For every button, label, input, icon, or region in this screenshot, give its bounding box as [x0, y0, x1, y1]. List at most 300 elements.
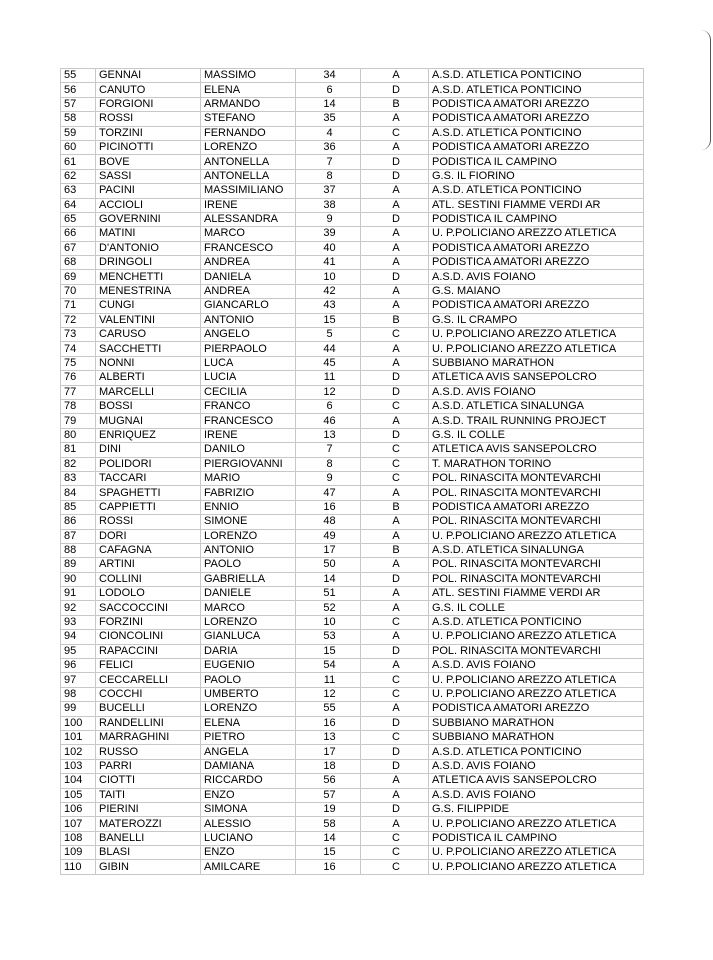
- first-name-cell: PIETRO: [201, 730, 296, 744]
- category-cell: A: [361, 659, 429, 673]
- club-cell: POL. RINASCITA MONTEVARCHI: [429, 471, 644, 485]
- category-cell: B: [361, 97, 429, 111]
- row-number-cell: 67: [61, 241, 96, 255]
- surname-cell: FORGIONI: [96, 97, 201, 111]
- club-cell: A.S.D. ATLETICA PONTICINO: [429, 69, 644, 83]
- surname-cell: ARTINI: [96, 558, 201, 572]
- table-row: [61, 385, 644, 399]
- table-row: [61, 83, 644, 97]
- row-number-cell: 65: [61, 212, 96, 226]
- category-cell: A: [361, 817, 429, 831]
- club-cell: A.S.D. ATLETICA PONTICINO: [429, 745, 644, 759]
- club-cell: PODISTICA IL CAMPINO: [429, 155, 644, 169]
- club-cell: G.S. IL FIORINO: [429, 169, 644, 183]
- category-position-cell: 12: [296, 385, 361, 399]
- club-cell: A.S.D. ATLETICA PONTICINO: [429, 615, 644, 629]
- first-name-cell: AMILCARE: [201, 860, 296, 874]
- category-cell: B: [361, 500, 429, 514]
- first-name-cell: ANTONELLA: [201, 155, 296, 169]
- club-cell: U. P.POLICIANO AREZZO ATLETICA: [429, 227, 644, 241]
- first-name-cell: DARIA: [201, 644, 296, 658]
- surname-cell: BOVE: [96, 155, 201, 169]
- surname-cell: GIBIN: [96, 860, 201, 874]
- category-cell: A: [361, 256, 429, 270]
- category-cell: A: [361, 299, 429, 313]
- table-row: [61, 97, 644, 111]
- first-name-cell: ANDREA: [201, 256, 296, 270]
- category-cell: D: [361, 572, 429, 586]
- category-cell: C: [361, 673, 429, 687]
- surname-cell: POLIDORI: [96, 457, 201, 471]
- surname-cell: PACINI: [96, 184, 201, 198]
- first-name-cell: LORENZO: [201, 615, 296, 629]
- row-number-cell: 86: [61, 515, 96, 529]
- surname-cell: COCCHI: [96, 687, 201, 701]
- category-position-cell: 5: [296, 328, 361, 342]
- category-position-cell: 14: [296, 831, 361, 845]
- table-row: [61, 615, 644, 629]
- category-cell: C: [361, 730, 429, 744]
- category-cell: C: [361, 615, 429, 629]
- category-position-cell: 12: [296, 687, 361, 701]
- first-name-cell: STEFANO: [201, 112, 296, 126]
- category-position-cell: 45: [296, 356, 361, 370]
- category-cell: D: [361, 155, 429, 169]
- first-name-cell: ALESSANDRA: [201, 212, 296, 226]
- first-name-cell: SIMONA: [201, 802, 296, 816]
- category-position-cell: 49: [296, 529, 361, 543]
- category-cell: D: [361, 644, 429, 658]
- first-name-cell: IRENE: [201, 428, 296, 442]
- club-cell: SUBBIANO MARATHON: [429, 356, 644, 370]
- first-name-cell: ANTONIO: [201, 313, 296, 327]
- club-cell: A.S.D. ATLETICA PONTICINO: [429, 83, 644, 97]
- table-row: [61, 140, 644, 154]
- category-position-cell: 53: [296, 630, 361, 644]
- row-number-cell: 88: [61, 543, 96, 557]
- category-position-cell: 47: [296, 486, 361, 500]
- first-name-cell: ANTONIO: [201, 543, 296, 557]
- category-position-cell: 15: [296, 644, 361, 658]
- table-row: [61, 587, 644, 601]
- row-number-cell: 95: [61, 644, 96, 658]
- club-cell: U. P.POLICIANO AREZZO ATLETICA: [429, 687, 644, 701]
- club-cell: U. P.POLICIANO AREZZO ATLETICA: [429, 673, 644, 687]
- surname-cell: ROSSI: [96, 112, 201, 126]
- surname-cell: PICINOTTI: [96, 140, 201, 154]
- club-cell: U. P.POLICIANO AREZZO ATLETICA: [429, 817, 644, 831]
- category-cell: C: [361, 328, 429, 342]
- table-row: [61, 601, 644, 615]
- row-number-cell: 55: [61, 69, 96, 83]
- surname-cell: MATEROZZI: [96, 817, 201, 831]
- club-cell: T. MARATHON TORINO: [429, 457, 644, 471]
- table-row: [61, 112, 644, 126]
- first-name-cell: ELENA: [201, 83, 296, 97]
- table-row: [61, 356, 644, 370]
- surname-cell: RUSSO: [96, 745, 201, 759]
- category-cell: A: [361, 184, 429, 198]
- club-cell: G.S. IL COLLE: [429, 601, 644, 615]
- surname-cell: CUNGI: [96, 299, 201, 313]
- row-number-cell: 76: [61, 371, 96, 385]
- category-position-cell: 57: [296, 788, 361, 802]
- row-number-cell: 62: [61, 169, 96, 183]
- table-row: [61, 831, 644, 845]
- category-cell: D: [361, 212, 429, 226]
- category-cell: C: [361, 457, 429, 471]
- surname-cell: DRINGOLI: [96, 256, 201, 270]
- surname-cell: NONNI: [96, 356, 201, 370]
- category-position-cell: 6: [296, 83, 361, 97]
- row-number-cell: 69: [61, 270, 96, 284]
- first-name-cell: MARCO: [201, 227, 296, 241]
- category-position-cell: 14: [296, 572, 361, 586]
- surname-cell: DORI: [96, 529, 201, 543]
- category-cell: C: [361, 443, 429, 457]
- row-number-cell: 87: [61, 529, 96, 543]
- club-cell: U. P.POLICIANO AREZZO ATLETICA: [429, 529, 644, 543]
- category-cell: C: [361, 860, 429, 874]
- surname-cell: D'ANTONIO: [96, 241, 201, 255]
- first-name-cell: ELENA: [201, 716, 296, 730]
- first-name-cell: LORENZO: [201, 702, 296, 716]
- table-row: [61, 716, 644, 730]
- category-position-cell: 13: [296, 428, 361, 442]
- first-name-cell: EUGENIO: [201, 659, 296, 673]
- table-row: [61, 659, 644, 673]
- surname-cell: MENCHETTI: [96, 270, 201, 284]
- category-cell: A: [361, 601, 429, 615]
- club-cell: U. P.POLICIANO AREZZO ATLETICA: [429, 342, 644, 356]
- category-cell: A: [361, 342, 429, 356]
- category-position-cell: 58: [296, 817, 361, 831]
- category-cell: D: [361, 270, 429, 284]
- club-cell: ATLETICA AVIS SANSEPOLCRO: [429, 443, 644, 457]
- club-cell: POL. RINASCITA MONTEVARCHI: [429, 486, 644, 500]
- category-cell: A: [361, 140, 429, 154]
- row-number-cell: 82: [61, 457, 96, 471]
- category-position-cell: 55: [296, 702, 361, 716]
- row-number-cell: 71: [61, 299, 96, 313]
- category-cell: D: [361, 745, 429, 759]
- page-curl-edge: [700, 30, 711, 150]
- surname-cell: VALENTINI: [96, 313, 201, 327]
- category-cell: A: [361, 69, 429, 83]
- first-name-cell: CECILIA: [201, 385, 296, 399]
- first-name-cell: GABRIELLA: [201, 572, 296, 586]
- surname-cell: SASSI: [96, 169, 201, 183]
- table-row: [61, 702, 644, 716]
- surname-cell: MARRAGHINI: [96, 730, 201, 744]
- first-name-cell: SIMONE: [201, 515, 296, 529]
- surname-cell: ALBERTI: [96, 371, 201, 385]
- club-cell: A.S.D. AVIS FOIANO: [429, 270, 644, 284]
- category-position-cell: 39: [296, 227, 361, 241]
- category-cell: B: [361, 313, 429, 327]
- first-name-cell: ARMANDO: [201, 97, 296, 111]
- category-position-cell: 35: [296, 112, 361, 126]
- row-number-cell: 105: [61, 788, 96, 802]
- surname-cell: CIOTTI: [96, 774, 201, 788]
- table-row: [61, 745, 644, 759]
- row-number-cell: 66: [61, 227, 96, 241]
- category-cell: A: [361, 284, 429, 298]
- first-name-cell: GIANLUCA: [201, 630, 296, 644]
- surname-cell: FELICI: [96, 659, 201, 673]
- table-row: [61, 299, 644, 313]
- category-position-cell: 40: [296, 241, 361, 255]
- surname-cell: SPAGHETTI: [96, 486, 201, 500]
- club-cell: A.S.D. ATLETICA PONTICINO: [429, 184, 644, 198]
- category-cell: C: [361, 687, 429, 701]
- row-number-cell: 100: [61, 716, 96, 730]
- surname-cell: LODOLO: [96, 587, 201, 601]
- category-cell: D: [361, 385, 429, 399]
- first-name-cell: ANDREA: [201, 284, 296, 298]
- table-row: [61, 788, 644, 802]
- surname-cell: ROSSI: [96, 515, 201, 529]
- surname-cell: CECCARELLI: [96, 673, 201, 687]
- surname-cell: CIONCOLINI: [96, 630, 201, 644]
- row-number-cell: 75: [61, 356, 96, 370]
- club-cell: U. P.POLICIANO AREZZO ATLETICA: [429, 846, 644, 860]
- row-number-cell: 101: [61, 730, 96, 744]
- table-row: [61, 774, 644, 788]
- first-name-cell: MARCO: [201, 601, 296, 615]
- club-cell: A.S.D. AVIS FOIANO: [429, 385, 644, 399]
- first-name-cell: DANILO: [201, 443, 296, 457]
- table-row: [61, 284, 644, 298]
- row-number-cell: 91: [61, 587, 96, 601]
- first-name-cell: RICCARDO: [201, 774, 296, 788]
- club-cell: ATL. SESTINI FIAMME VERDI AR: [429, 198, 644, 212]
- row-number-cell: 90: [61, 572, 96, 586]
- row-number-cell: 97: [61, 673, 96, 687]
- club-cell: A.S.D. AVIS FOIANO: [429, 659, 644, 673]
- first-name-cell: IRENE: [201, 198, 296, 212]
- category-cell: A: [361, 356, 429, 370]
- first-name-cell: LUCIA: [201, 371, 296, 385]
- surname-cell: PARRI: [96, 759, 201, 773]
- surname-cell: MUGNAI: [96, 414, 201, 428]
- club-cell: PODISTICA AMATORI AREZZO: [429, 702, 644, 716]
- club-cell: POL. RINASCITA MONTEVARCHI: [429, 515, 644, 529]
- table-row: [61, 69, 644, 83]
- surname-cell: BLASI: [96, 846, 201, 860]
- club-cell: SUBBIANO MARATHON: [429, 730, 644, 744]
- row-number-cell: 64: [61, 198, 96, 212]
- category-cell: D: [361, 716, 429, 730]
- row-number-cell: 108: [61, 831, 96, 845]
- category-cell: D: [361, 83, 429, 97]
- table-row: [61, 270, 644, 284]
- first-name-cell: MASSIMO: [201, 69, 296, 83]
- table-row: [61, 543, 644, 557]
- row-number-cell: 60: [61, 140, 96, 154]
- club-cell: G.S. FILIPPIDE: [429, 802, 644, 816]
- category-cell: D: [361, 169, 429, 183]
- category-cell: A: [361, 529, 429, 543]
- category-cell: C: [361, 471, 429, 485]
- row-number-cell: 104: [61, 774, 96, 788]
- club-cell: POL. RINASCITA MONTEVARCHI: [429, 558, 644, 572]
- category-position-cell: 6: [296, 399, 361, 413]
- category-position-cell: 11: [296, 673, 361, 687]
- first-name-cell: MASSIMILIANO: [201, 184, 296, 198]
- surname-cell: SACCHETTI: [96, 342, 201, 356]
- first-name-cell: DAMIANA: [201, 759, 296, 773]
- results-table: [60, 68, 644, 875]
- club-cell: G.S. IL CRAMPO: [429, 313, 644, 327]
- category-cell: D: [361, 371, 429, 385]
- first-name-cell: UMBERTO: [201, 687, 296, 701]
- surname-cell: GENNAI: [96, 69, 201, 83]
- category-position-cell: 19: [296, 802, 361, 816]
- category-position-cell: 17: [296, 745, 361, 759]
- table-row: [61, 846, 644, 860]
- category-position-cell: 8: [296, 169, 361, 183]
- surname-cell: BUCELLI: [96, 702, 201, 716]
- category-cell: A: [361, 198, 429, 212]
- row-number-cell: 102: [61, 745, 96, 759]
- surname-cell: PIERINI: [96, 802, 201, 816]
- surname-cell: SACCOCCINI: [96, 601, 201, 615]
- row-number-cell: 84: [61, 486, 96, 500]
- club-cell: U. P.POLICIANO AREZZO ATLETICA: [429, 860, 644, 874]
- table-row: [61, 212, 644, 226]
- club-cell: G.S. IL COLLE: [429, 428, 644, 442]
- first-name-cell: FABRIZIO: [201, 486, 296, 500]
- club-cell: A.S.D. ATLETICA SINALUNGA: [429, 399, 644, 413]
- category-position-cell: 34: [296, 69, 361, 83]
- row-number-cell: 94: [61, 630, 96, 644]
- category-cell: C: [361, 831, 429, 845]
- category-position-cell: 10: [296, 270, 361, 284]
- table-row: [61, 256, 644, 270]
- club-cell: PODISTICA AMATORI AREZZO: [429, 140, 644, 154]
- category-cell: A: [361, 241, 429, 255]
- table-row: [61, 155, 644, 169]
- club-cell: A.S.D. ATLETICA PONTICINO: [429, 126, 644, 140]
- club-cell: POL. RINASCITA MONTEVARCHI: [429, 644, 644, 658]
- table-row: [61, 673, 644, 687]
- club-cell: PODISTICA AMATORI AREZZO: [429, 112, 644, 126]
- category-cell: A: [361, 414, 429, 428]
- category-cell: A: [361, 558, 429, 572]
- category-position-cell: 36: [296, 140, 361, 154]
- category-cell: A: [361, 227, 429, 241]
- club-cell: SUBBIANO MARATHON: [429, 716, 644, 730]
- category-position-cell: 54: [296, 659, 361, 673]
- surname-cell: BANELLI: [96, 831, 201, 845]
- category-cell: A: [361, 630, 429, 644]
- category-cell: A: [361, 702, 429, 716]
- table-row: [61, 414, 644, 428]
- category-cell: D: [361, 428, 429, 442]
- row-number-cell: 103: [61, 759, 96, 773]
- first-name-cell: DANIELA: [201, 270, 296, 284]
- surname-cell: TORZINI: [96, 126, 201, 140]
- first-name-cell: ANGELA: [201, 745, 296, 759]
- row-number-cell: 98: [61, 687, 96, 701]
- category-cell: C: [361, 846, 429, 860]
- category-position-cell: 4: [296, 126, 361, 140]
- first-name-cell: ALESSIO: [201, 817, 296, 831]
- club-cell: PODISTICA AMATORI AREZZO: [429, 241, 644, 255]
- first-name-cell: ENNIO: [201, 500, 296, 514]
- row-number-cell: 92: [61, 601, 96, 615]
- row-number-cell: 57: [61, 97, 96, 111]
- row-number-cell: 58: [61, 112, 96, 126]
- club-cell: ATL. SESTINI FIAMME VERDI AR: [429, 587, 644, 601]
- first-name-cell: FRANCO: [201, 399, 296, 413]
- table-row: [61, 241, 644, 255]
- first-name-cell: PIERPAOLO: [201, 342, 296, 356]
- category-position-cell: 43: [296, 299, 361, 313]
- category-position-cell: 15: [296, 313, 361, 327]
- category-position-cell: 48: [296, 515, 361, 529]
- club-cell: PODISTICA AMATORI AREZZO: [429, 256, 644, 270]
- category-position-cell: 42: [296, 284, 361, 298]
- table-row: [61, 169, 644, 183]
- row-number-cell: 78: [61, 399, 96, 413]
- table-row: [61, 428, 644, 442]
- row-number-cell: 109: [61, 846, 96, 860]
- first-name-cell: LUCA: [201, 356, 296, 370]
- row-number-cell: 106: [61, 802, 96, 816]
- first-name-cell: LORENZO: [201, 140, 296, 154]
- first-name-cell: ENZO: [201, 846, 296, 860]
- table-row: [61, 457, 644, 471]
- category-position-cell: 37: [296, 184, 361, 198]
- row-number-cell: 110: [61, 860, 96, 874]
- row-number-cell: 83: [61, 471, 96, 485]
- category-position-cell: 8: [296, 457, 361, 471]
- club-cell: A.S.D. TRAIL RUNNING PROJECT: [429, 414, 644, 428]
- club-cell: A.S.D. ATLETICA SINALUNGA: [429, 543, 644, 557]
- row-number-cell: 77: [61, 385, 96, 399]
- table-row: [61, 371, 644, 385]
- first-name-cell: FERNANDO: [201, 126, 296, 140]
- category-cell: D: [361, 802, 429, 816]
- table-row: [61, 443, 644, 457]
- category-position-cell: 11: [296, 371, 361, 385]
- club-cell: A.S.D. AVIS FOIANO: [429, 788, 644, 802]
- first-name-cell: ENZO: [201, 788, 296, 802]
- category-cell: A: [361, 774, 429, 788]
- category-position-cell: 16: [296, 500, 361, 514]
- club-cell: PODISTICA IL CAMPINO: [429, 831, 644, 845]
- category-position-cell: 15: [296, 846, 361, 860]
- table-row: [61, 515, 644, 529]
- row-number-cell: 59: [61, 126, 96, 140]
- club-cell: POL. RINASCITA MONTEVARCHI: [429, 572, 644, 586]
- table-row: [61, 817, 644, 831]
- row-number-cell: 74: [61, 342, 96, 356]
- club-cell: U. P.POLICIANO AREZZO ATLETICA: [429, 630, 644, 644]
- club-cell: PODISTICA AMATORI AREZZO: [429, 97, 644, 111]
- category-position-cell: 16: [296, 860, 361, 874]
- table-row: [61, 644, 644, 658]
- first-name-cell: FRANCESCO: [201, 241, 296, 255]
- category-position-cell: 10: [296, 615, 361, 629]
- first-name-cell: ANGELO: [201, 328, 296, 342]
- category-position-cell: 52: [296, 601, 361, 615]
- category-cell: D: [361, 759, 429, 773]
- category-position-cell: 16: [296, 716, 361, 730]
- surname-cell: FORZINI: [96, 615, 201, 629]
